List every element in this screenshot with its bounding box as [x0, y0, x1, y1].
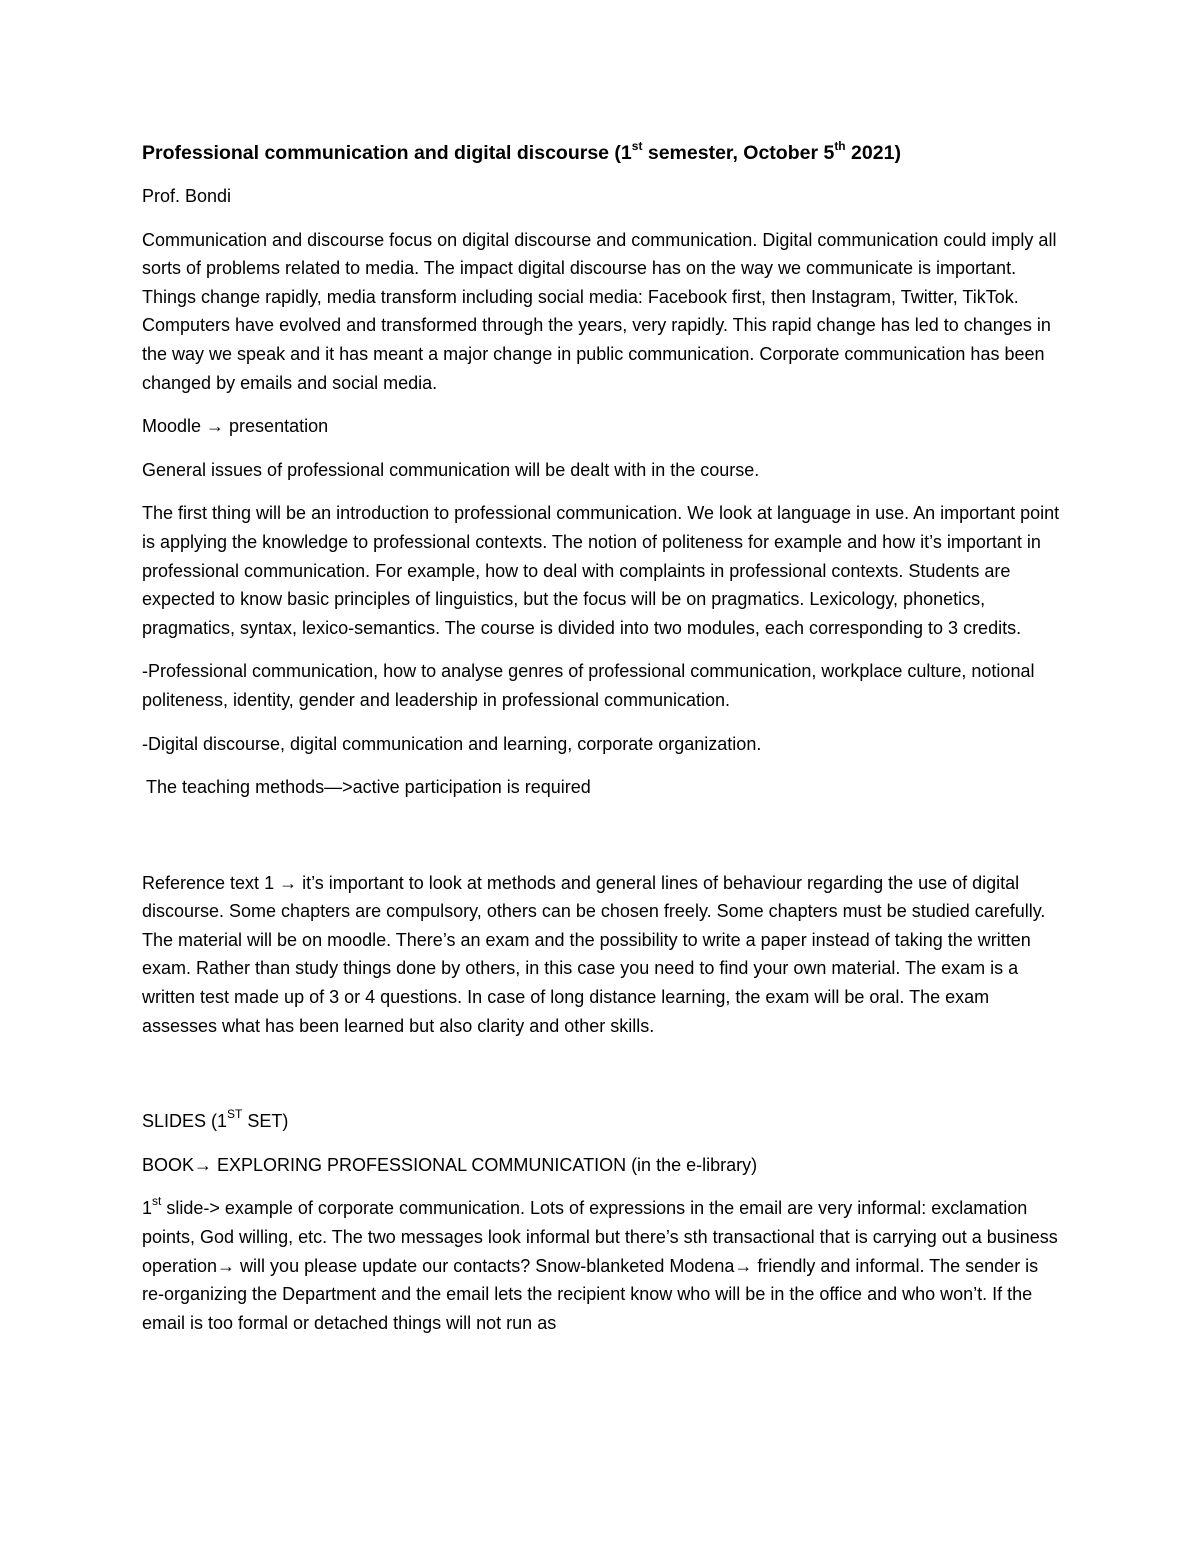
title-text-end: 2021)	[845, 142, 901, 164]
module-one-paragraph: -Professional communication, how to analyse genres of professional communication, workplace culture, notional politeness, identity, gender and leadership in professional communication.	[142, 661, 1035, 710]
first-slide-ordinal: st	[152, 1194, 162, 1209]
title-ordinal-st: st	[631, 138, 643, 153]
intro-paragraph: Communication and discourse focus on digital discourse and communication. Digital communication could imply all sorts of problems related to media. The impact digital discourse has on the way we communicate is important. Things change rapidly, media transform including social media: Facebook first, then Instagram, Twitter, TikTok. Computers have evolved and transformed through the years, very rapidly. This rapid change has led to changes in the way we speak and it has meant a major change in public communication. Corporate communication has been changed by emails and social media.	[142, 229, 1057, 393]
document-title	[142, 140, 1062, 166]
slides-heading-end: SET)	[242, 1111, 289, 1132]
title-ordinal-th: th	[834, 138, 846, 153]
slides-ordinal: ST	[227, 1107, 243, 1122]
module-two-paragraph: -Digital discourse, digital communication and learning, corporate organization.	[142, 733, 762, 754]
slides-heading	[142, 1107, 1062, 1136]
moodle-line: Moodle → presentation	[142, 416, 329, 437]
author-line: Prof. Bondi	[142, 186, 232, 206]
general-issues-paragraph: General issues of professional communication will be dealt with in the course.	[142, 459, 760, 480]
reference-text-paragraph: Reference text 1 → it’s important to look at methods and general lines of behaviour regarding the use of digital discourse. Some chapters are compulsory, others can be chosen freely. Some chapters must be studied carefully. The material will be on moodle. There’s an exam and the possibility to write a paper instead of taking the written exam. Rather than study things done by others, in this case you need to find your own material. The exam is a written test made up of 3 or 4 questions. In case of long distance learning, the exam will be oral. The exam assesses what has been learned but also clarity and other skills.	[142, 872, 1046, 1036]
book-line: BOOK→ EXPLORING PROFESSIONAL COMMUNICATION (in the e-library)	[142, 1154, 758, 1175]
first-slide-number: 1	[142, 1198, 153, 1219]
first-slide-paragraph	[142, 1194, 1062, 1337]
first-slide-text: slide-> example of corporate communication. Lots of expressions in the email are very informal: exclamation points, God willing, etc. The two messages look informal but there’s sth transactional that is carrying out a business operation→ will you please update our contacts? Snow-blanketed Modena→ friendly and informal. The sender is re-organizing the Department and the email lets the recipient know who will be in the office and who won’t. If the email is too formal or detached things will not run as	[142, 1198, 1058, 1333]
title-text-middle: semester, October 5	[642, 142, 835, 164]
document-body	[142, 140, 1062, 1352]
blank-space	[142, 817, 1062, 869]
course-intro-paragraph: The first thing will be an introduction to professional communication. We look at language in use. An important point is applying the knowledge to professional contexts. The notion of politeness for example and how it’s important in professional communication. For example, how to deal with complaints in professional contexts. Students are expected to know basic principles of linguistics, but the focus will be on pragmatics. Lexicology, phonetics, pragmatics, syntax, lexico-semantics. The course is divided into two modules, each corresponding to 3 credits.	[142, 503, 1060, 638]
slides-heading-start: SLIDES (1	[142, 1111, 228, 1132]
title-text-start: Professional communication and digital discourse (1	[142, 142, 632, 164]
blank-space-2	[142, 1055, 1062, 1107]
teaching-methods-line: The teaching methods—>active participation is required	[146, 777, 591, 798]
